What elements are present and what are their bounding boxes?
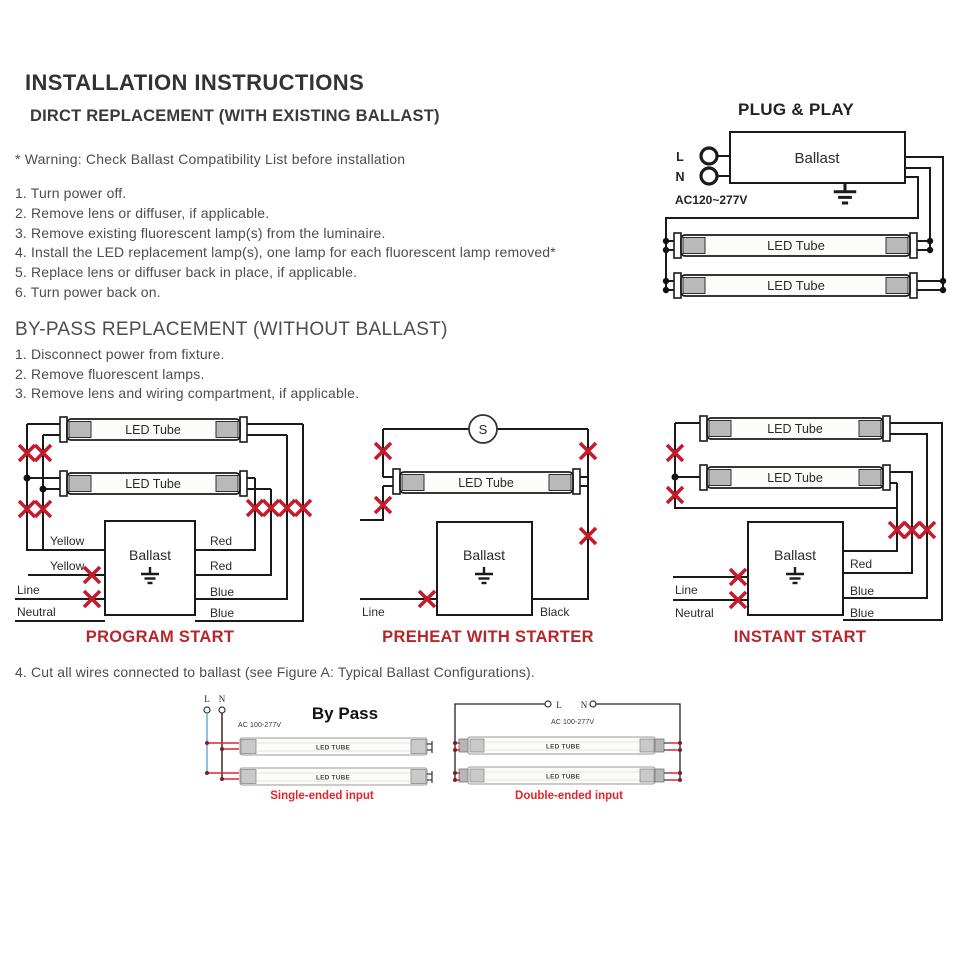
step-line: 2. Remove fluorescent lamps. [15,365,205,382]
program-start-title: PROGRAM START [85,628,235,646]
voltage-label: AC120~277V [675,193,748,207]
step-line: 1. Turn power off. [15,185,127,201]
bypass-step-4: 4. Cut all wires connected to ballast (see Figure A: Typical Ballast Configurations). [15,664,535,680]
ballast-warning: * Warning: Check Ballast Compatibility List before installation [15,151,406,167]
led-tube-label: LED TUBE [545,773,581,781]
neutral-terminal [701,168,717,184]
wire-label-red-1: Red [210,534,233,548]
ballast-label: Ballast [773,547,817,563]
ballast-label: Ballast [794,150,840,167]
step-line: 1. Disconnect power from fixture. [15,346,225,362]
led-tube-1 [700,416,890,441]
wire-label-red: Red [850,557,873,571]
wire-label-yellow-1: Yellow [50,534,85,548]
led-tube-label: LED Tube [125,423,181,437]
step-line: 6. Turn power back on. [15,283,161,300]
neutral-label: N [580,700,588,710]
bypass-title: By Pass [311,704,379,723]
neutral-terminal [219,707,225,713]
single-ended-diagram [204,694,432,802]
led-tube-2 [674,273,917,298]
led-tube-label: LED TUBE [315,774,351,782]
led-tube-label: LED Tube [458,476,514,490]
wire-label-blue-1: Blue [210,585,235,599]
double-ended-label: Double-ended input [515,790,623,802]
line-label: L [676,150,684,164]
direct-replacement-heading: DIRCT REPLACEMENT (WITH EXISTING BALLAST) [30,107,440,125]
led-tube-2 [700,465,890,490]
wire-label-yellow-2: Yellow [50,559,85,573]
led-tube-1 [674,233,917,258]
led-tube-label: LED Tube [125,477,181,491]
wire-label-blue-1: Blue [850,584,875,598]
line-label: L [204,694,210,704]
led-tube-label: LED Tube [767,471,823,485]
led-tube-2 [459,767,669,784]
plug-and-play-diagram [650,95,960,310]
wire-label-blue-2: Blue [850,606,875,620]
neutral-terminal [590,701,596,707]
led-tube-label: LED Tube [767,422,823,436]
plug-and-play-title: PLUG & PLAY [737,100,855,119]
led-tube-1 [240,738,432,755]
line-terminal [701,148,717,164]
neutral-label: N [218,694,226,704]
wire-label-neutral: Neutral [17,605,56,619]
bypass-replacement-heading: BY-PASS REPLACEMENT (WITHOUT BALLAST) [15,319,448,340]
ballast-label: Ballast [462,547,506,563]
wire-label-line: Line [675,583,698,597]
led-tube-2 [240,768,432,785]
double-ended-diagram [453,700,682,802]
line-label: L [556,700,562,710]
instant-start-title: INSTANT START [733,628,867,646]
bypass-replacement-steps [15,345,359,404]
line-terminal [545,701,551,707]
led-tube-label: LED Tube [767,238,825,253]
wire-label-red-2: Red [210,559,233,573]
instant-start-diagram [650,405,960,650]
wire-label-line: Line [17,583,40,597]
led-tube-label: LED Tube [767,278,825,293]
voltage-label: AC 100-277V [551,719,595,726]
wire-label-black: Black [540,605,570,619]
step-line: 3. Remove existing fluorescent lamp(s) from the luminaire. [15,224,386,241]
neutral-label: N [675,170,685,184]
wire-label-neutral: Neutral [675,606,714,620]
led-tube-1 [60,417,247,442]
line-terminal [204,707,210,713]
direct-replacement-steps [15,184,556,303]
led-tube-1 [459,737,669,754]
led-tube-label: LED TUBE [545,743,581,751]
wire-label-line: Line [362,605,385,619]
voltage-label: AC 100-277V [238,722,282,729]
single-ended-label: Single-ended input [270,790,374,802]
preheat-title: PREHEAT WITH STARTER [382,628,594,646]
page-title: INSTALLATION INSTRUCTIONS [25,70,365,95]
led-tube-2 [60,471,247,496]
preheat-diagram [340,405,640,650]
ground-icon [834,183,857,203]
bypass-diagram [185,690,705,810]
step-line: 5. Replace lens or diffuser back in place, if applicable. [15,264,358,281]
ballast-label: Ballast [128,547,172,563]
program-start-diagram [10,405,335,650]
step-line: 3. Remove lens and wiring compartment, if applicable. [15,385,360,401]
starter-label: S [478,422,488,437]
wire-label-blue-2: Blue [210,606,235,620]
led-tube [393,469,580,494]
step-line: 4. Install the LED replacement lamp(s), one lamp for each fluorescent lamp removed* [15,244,556,261]
led-tube-label: LED TUBE [315,744,351,752]
step-line: 2. Remove lens or diffuser, if applicable. [15,204,270,221]
